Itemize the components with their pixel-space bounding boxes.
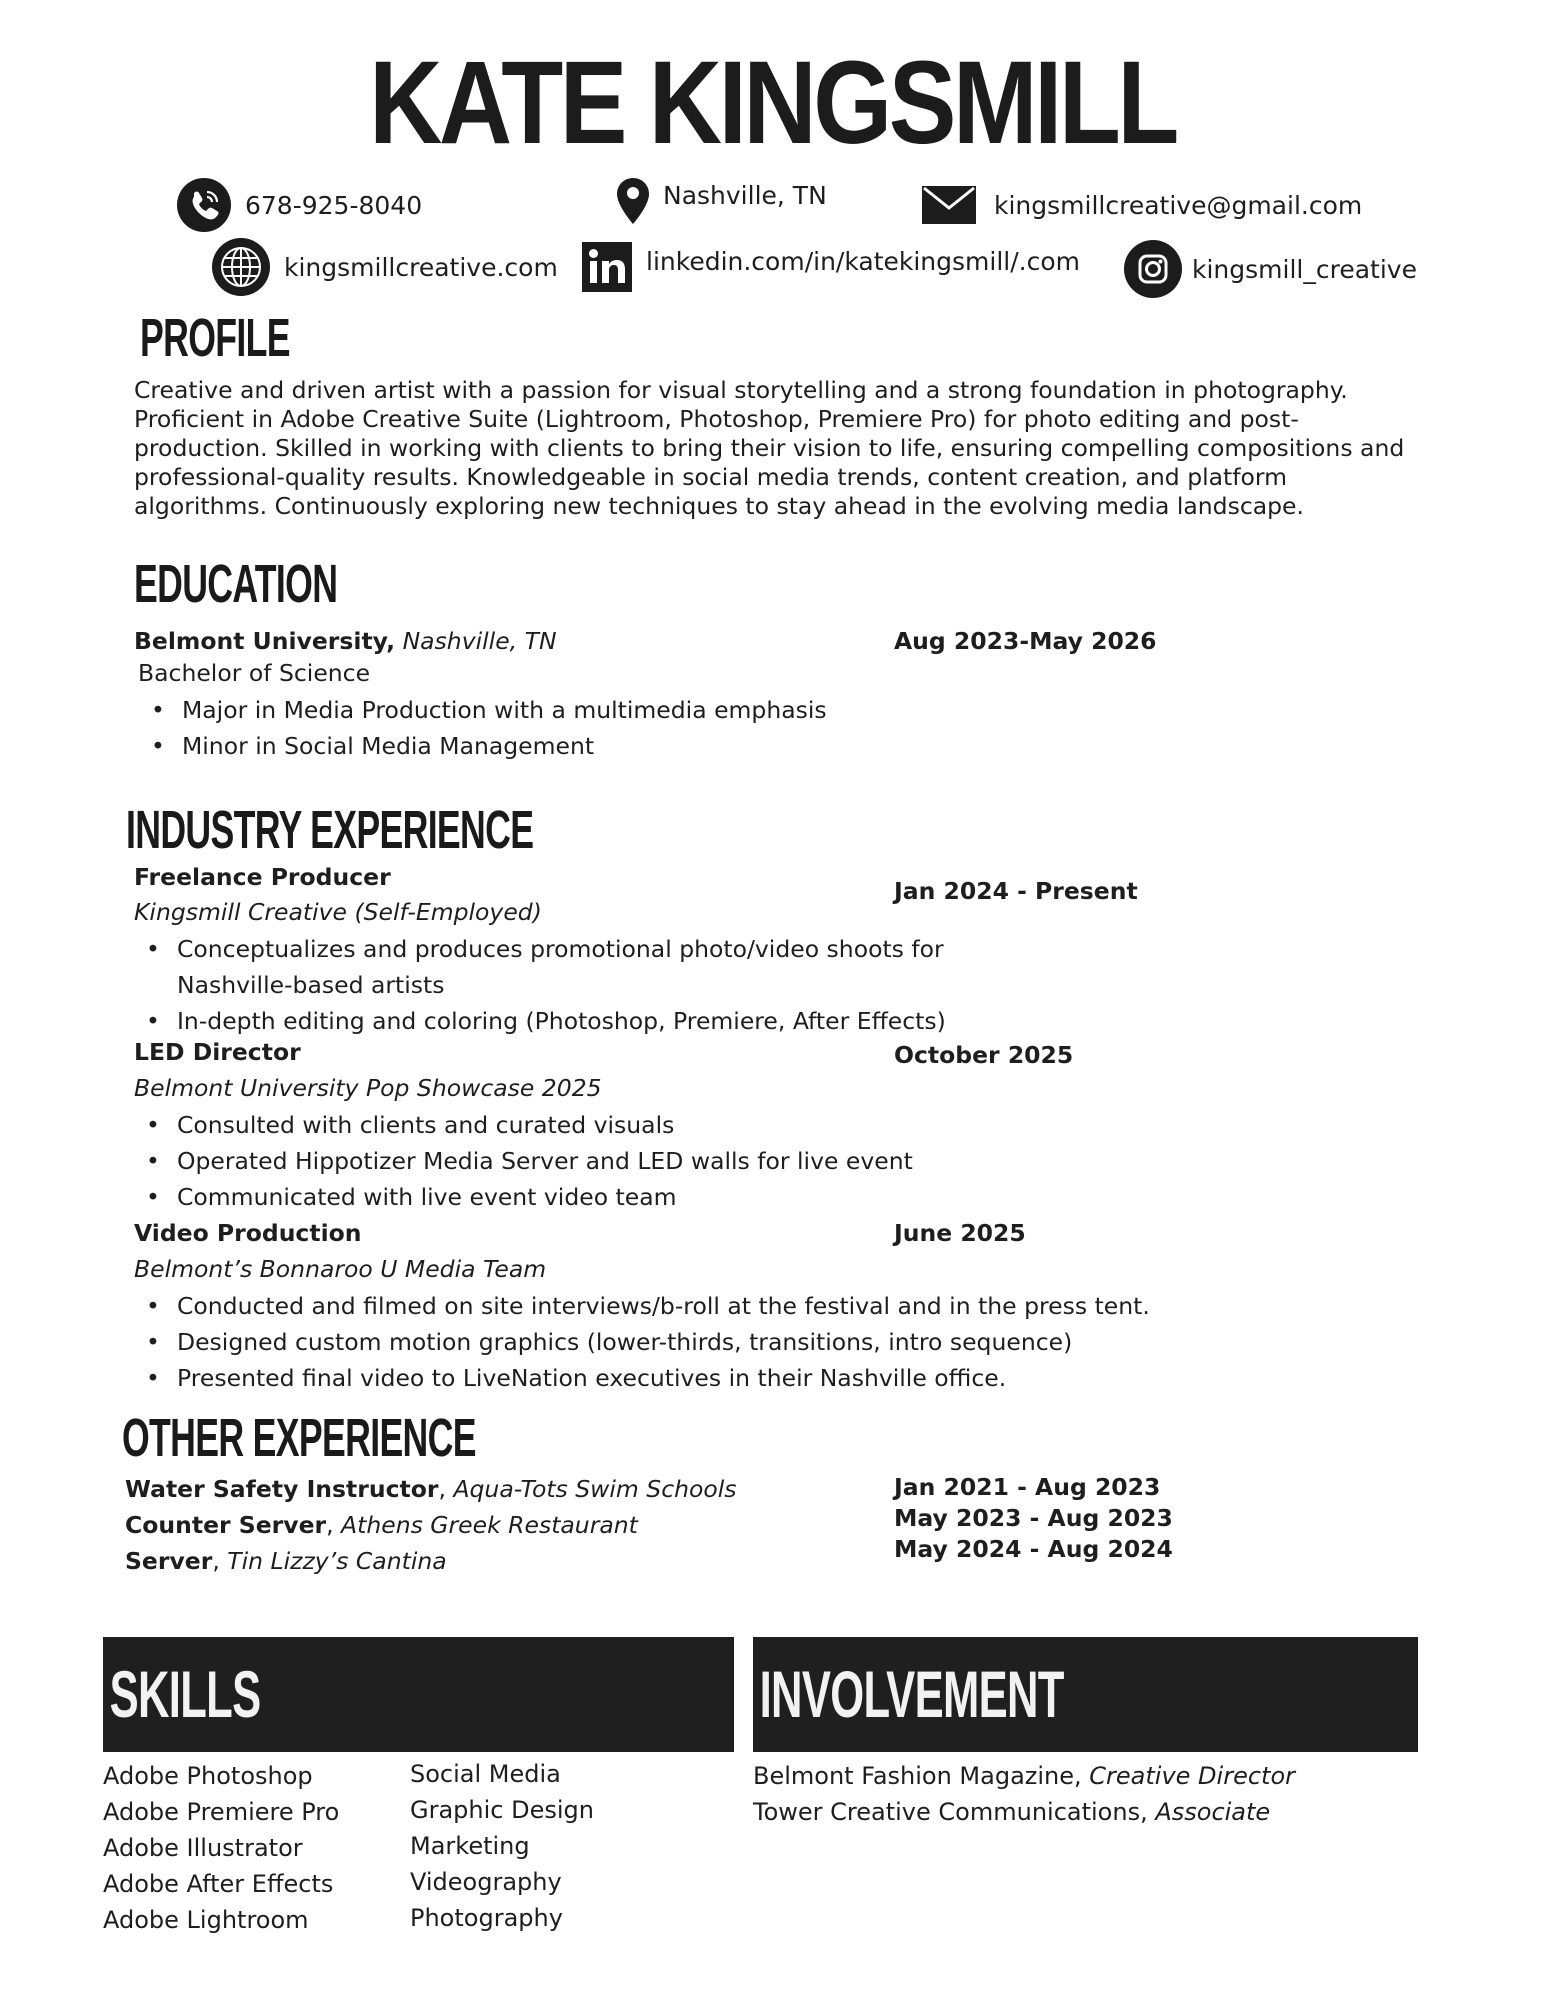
list-item: Adobe Illustrator	[103, 1834, 303, 1862]
job-dates: June 2025	[894, 1219, 1026, 1247]
job-bullets	[132, 1107, 913, 1215]
job-dates: Jan 2024 - Present	[894, 877, 1138, 905]
other-role: Server	[125, 1547, 213, 1575]
education-dates: Aug 2023-May 2026	[894, 627, 1157, 655]
involvement-list	[753, 1758, 1295, 1830]
list-item: • Conceptualizes and produces promotional photo/video shoots for	[132, 931, 946, 967]
job-org: Belmont’s Bonnaroo U Media Team	[134, 1255, 547, 1283]
other-job-line	[125, 1510, 638, 1540]
list-item: Adobe After Effects	[103, 1870, 334, 1898]
job-title: Video Production	[134, 1219, 362, 1247]
website-text[interactable]: kingsmillcreative.com	[284, 252, 558, 282]
list-item-continuation: Nashville-based artists	[177, 971, 445, 999]
list-item: • Major in Media Production with a multimedia emphasis	[137, 692, 827, 728]
skills-column-2	[410, 1756, 594, 1936]
list-item: Marketing	[410, 1832, 530, 1860]
list-item	[753, 1758, 1295, 1794]
industry-heading: INDUSTRY EXPERIENCE	[126, 800, 534, 860]
other-role: Counter Server	[125, 1511, 327, 1539]
separator: ,	[212, 1547, 228, 1575]
involvement-role: Creative Director	[1089, 1762, 1295, 1790]
phone-text[interactable]: 678-925-8040	[245, 190, 423, 220]
other-dates: Jan 2021 - Aug 2023	[894, 1473, 1161, 1501]
list-item: • Conducted and filmed on site interviews/b-roll at the festival and in the press tent.	[132, 1288, 1150, 1324]
list-item: • Communicated with live event video team	[132, 1179, 913, 1215]
contact-email	[922, 186, 1362, 224]
globe-icon	[212, 238, 270, 296]
location-pin-icon	[617, 178, 649, 224]
job-org: Kingsmill Creative (Self-Employed)	[134, 898, 542, 926]
list-item: • In-depth editing and coloring (Photoshop, Premiere, After Effects)	[132, 1003, 946, 1039]
location-text: Nashville, TN	[663, 180, 827, 210]
other-org: Aqua-Tots Swim Schools	[453, 1475, 737, 1503]
list-item: • Operated Hippotizer Media Server and LED walls for live event	[132, 1143, 913, 1179]
education-bullets	[137, 692, 827, 764]
separator: ,	[326, 1511, 342, 1539]
skills-band	[103, 1637, 734, 1752]
contact-website	[212, 238, 558, 296]
involvement-org: Tower Creative Communications,	[753, 1798, 1156, 1826]
contact-phone	[177, 178, 422, 232]
job-dates: October 2025	[894, 1041, 1074, 1069]
involvement-band	[753, 1637, 1418, 1752]
list-item: • Minor in Social Media Management	[137, 728, 827, 764]
job-bullets	[132, 931, 946, 1039]
job-title: LED Director	[134, 1038, 301, 1066]
name-title: KATE KINGSMILL	[369, 37, 1176, 169]
envelope-icon	[922, 186, 976, 224]
phone-icon	[177, 178, 231, 232]
other-dates: May 2024 - Aug 2024	[894, 1535, 1173, 1563]
list-item: • Designed custom motion graphics (lower-thirds, transitions, intro sequence)	[132, 1324, 1150, 1360]
list-item	[753, 1794, 1295, 1830]
email-text[interactable]: kingsmillcreative@gmail.com	[994, 190, 1363, 220]
other-role: Water Safety Instructor	[125, 1475, 439, 1503]
other-org: Athens Greek Restaurant	[341, 1511, 638, 1539]
job-bullets	[132, 1288, 1150, 1396]
list-item: Adobe Premiere Pro	[103, 1798, 340, 1826]
other-heading: OTHER EXPERIENCE	[122, 1408, 476, 1468]
involvement-role: Associate	[1155, 1798, 1271, 1826]
separator: ,	[438, 1475, 454, 1503]
involvement-org: Belmont Fashion Magazine,	[753, 1762, 1090, 1790]
education-degree: Bachelor of Science	[138, 659, 371, 687]
list-item: Adobe Lightroom	[103, 1906, 309, 1934]
linkedin-icon	[582, 242, 632, 292]
list-item: Social Media	[410, 1760, 561, 1788]
profile-heading: PROFILE	[140, 308, 290, 368]
linkedin-text[interactable]: linkedin.com/in/katekingsmill/.com	[646, 246, 1080, 276]
other-job-line	[125, 1474, 737, 1504]
involvement-heading: INVOLVEMENT	[759, 1657, 1064, 1731]
school-location: Nashville, TN	[402, 627, 557, 655]
list-item: Adobe Photoshop	[103, 1762, 313, 1790]
job-org: Belmont University Pop Showcase 2025	[134, 1074, 602, 1102]
list-item: Photography	[410, 1904, 563, 1932]
contact-linkedin	[582, 242, 1080, 292]
other-org: Tin Lizzy’s Cantina	[227, 1547, 447, 1575]
instagram-text[interactable]: kingsmill_creative	[1192, 254, 1417, 284]
skills-column-1	[103, 1758, 339, 1938]
other-job-line	[125, 1546, 447, 1576]
contact-location	[617, 178, 827, 224]
contact-instagram	[1124, 240, 1417, 298]
list-item: • Presented final video to LiveNation executives in their Nashville office.	[132, 1360, 1150, 1396]
instagram-icon	[1124, 240, 1182, 298]
profile-text: Creative and driven artist with a passion for visual storytelling and a strong foundation in photography. Proficient in Adobe Creative Suite (Lightroom, Photoshop, Premiere Pro) for photo editing and post-production. Skilled in working with clients to bring their vision to life, ensuring compelling compositions and professional-quality results. Knowledgeable in social media trends, content creation, and platform algorithms. Continuously exploring new techniques to stay ahead in the evolving media landscape.	[134, 376, 1405, 520]
education-school-line	[134, 626, 557, 656]
list-item: • Consulted with clients and curated visuals	[132, 1107, 913, 1143]
job-title: Freelance Producer	[134, 863, 391, 891]
skills-heading: SKILLS	[109, 1657, 261, 1731]
list-item: Videography	[410, 1868, 562, 1896]
school-name: Belmont University,	[134, 627, 396, 655]
list-item: Graphic Design	[410, 1796, 594, 1824]
education-heading: EDUCATION	[134, 554, 338, 614]
other-dates: May 2023 - Aug 2023	[894, 1504, 1173, 1532]
